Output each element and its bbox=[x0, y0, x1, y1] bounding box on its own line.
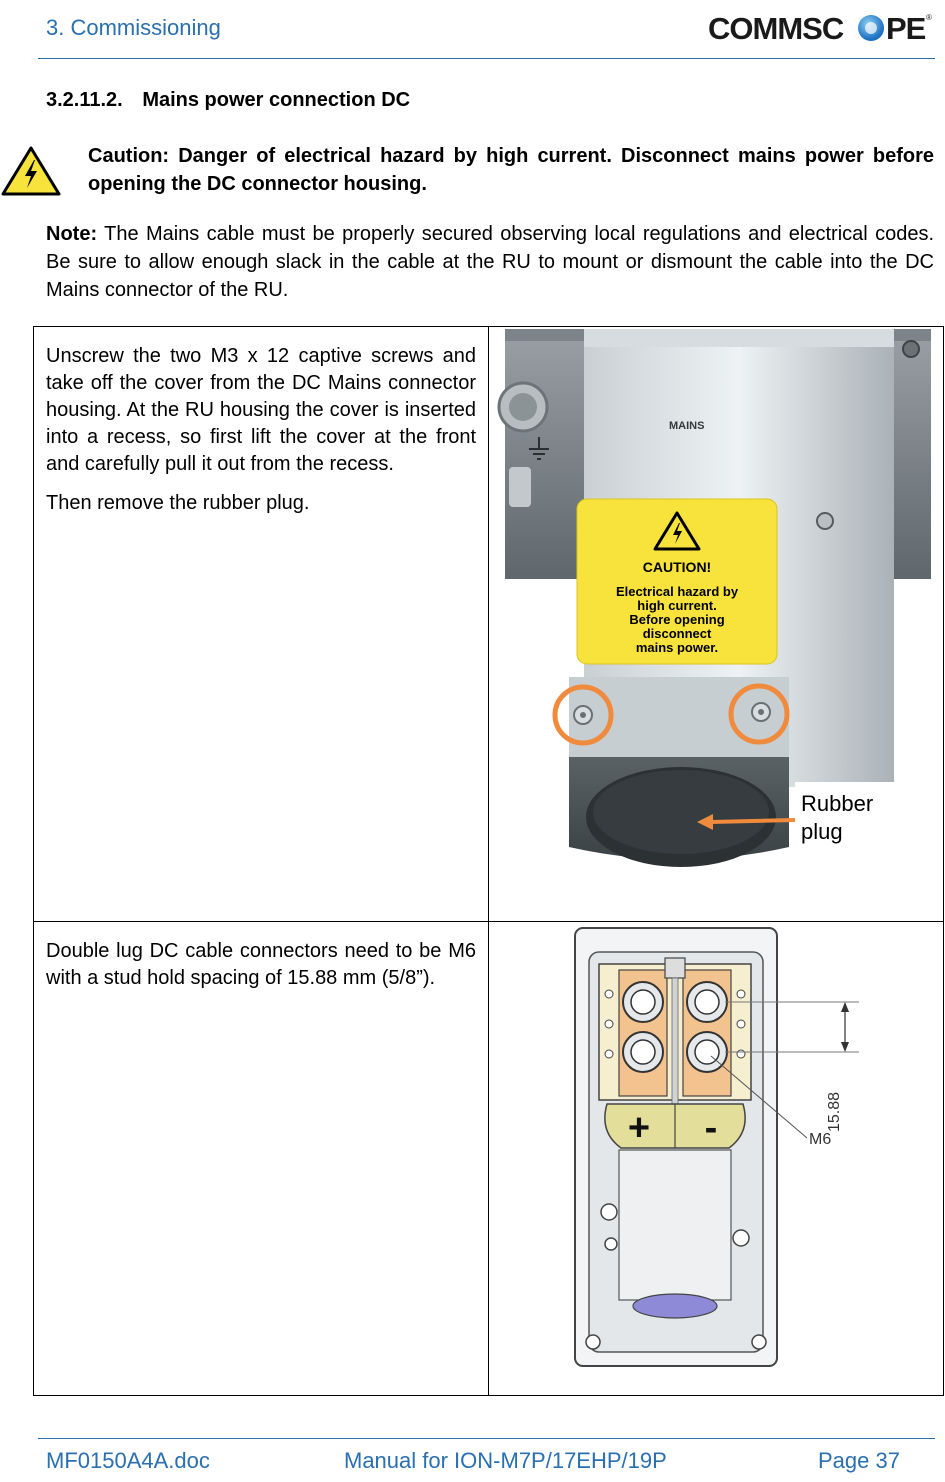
note-text: The Mains cable must be properly secured observing local regulations and electrical codes. Be sure to allow enough slack in the cable at the RU to mount or dismount the cable into the DC Mains connector of the RU. bbox=[46, 223, 935, 301]
footer-rule bbox=[38, 1438, 935, 1439]
section-heading bbox=[46, 89, 410, 112]
dc-connector-housing-photo bbox=[489, 327, 943, 905]
step-paragraph: Unscrew the two M3 x 12 captive screws and take off the cover from the DC Mains connector housing. At the RU housing the cover is inserted into a recess, so first lift the cover at the front and carefully pull it out from the recess. bbox=[46, 345, 476, 475]
footer-doc-name: MF0150A4A.doc bbox=[46, 1448, 210, 1473]
table-row bbox=[34, 922, 944, 1396]
dc-terminal-drawing bbox=[489, 922, 943, 1379]
sticker-line: disconnect bbox=[642, 626, 712, 641]
section-number: 3.2.11.2. bbox=[46, 89, 123, 111]
footer-manual-title: Manual for ION-M7P/17EHP/19P bbox=[344, 1448, 667, 1473]
step-photo-cell bbox=[489, 327, 944, 922]
sticker-line: Electrical hazard by bbox=[615, 584, 739, 599]
sticker-line: mains power. bbox=[635, 640, 719, 655]
thread-label: M6 bbox=[809, 1131, 832, 1148]
section-title: Mains power connection DC bbox=[142, 89, 411, 111]
instruction-table bbox=[33, 326, 944, 1396]
sticker-title: CAUTION! bbox=[642, 559, 712, 575]
electrical-hazard-icon bbox=[0, 145, 62, 202]
table-row bbox=[34, 327, 944, 922]
svg-text:®: ® bbox=[926, 13, 932, 22]
minus-symbol: - bbox=[704, 1107, 718, 1149]
header-rule bbox=[38, 58, 935, 59]
footer-page-number: Page 37 bbox=[818, 1448, 900, 1473]
step-paragraph: Double lug DC cable connectors need to be M6 with a stud hold spacing of 15.88 mm (5/8”). bbox=[46, 940, 476, 989]
note-paragraph bbox=[46, 220, 934, 304]
callout-label: Rubber bbox=[801, 791, 874, 816]
caution-text: Caution: Danger of electrical hazard by high current. Disconnect mains power before opening the DC connector housing. bbox=[88, 145, 934, 195]
step-text-cell bbox=[34, 922, 489, 1396]
step-text-cell bbox=[34, 327, 489, 922]
commscope-logo bbox=[708, 8, 936, 53]
sticker-line: Before opening bbox=[629, 612, 725, 627]
svg-text:PE: PE bbox=[886, 11, 926, 46]
plus-symbol: + bbox=[627, 1107, 651, 1149]
header-section-title: 3. Commissioning bbox=[46, 15, 221, 40]
note-label: Note: bbox=[46, 223, 98, 245]
dimension-label: 15.88 bbox=[826, 1091, 843, 1132]
step-drawing-cell bbox=[489, 922, 944, 1396]
step-paragraph: Then remove the rubber plug. bbox=[46, 492, 310, 514]
svg-text:COMMSC: COMMSC bbox=[708, 11, 844, 46]
mains-label: MAINS bbox=[669, 420, 705, 432]
callout-label: plug bbox=[801, 819, 843, 844]
sticker-line: high current. bbox=[637, 598, 717, 613]
